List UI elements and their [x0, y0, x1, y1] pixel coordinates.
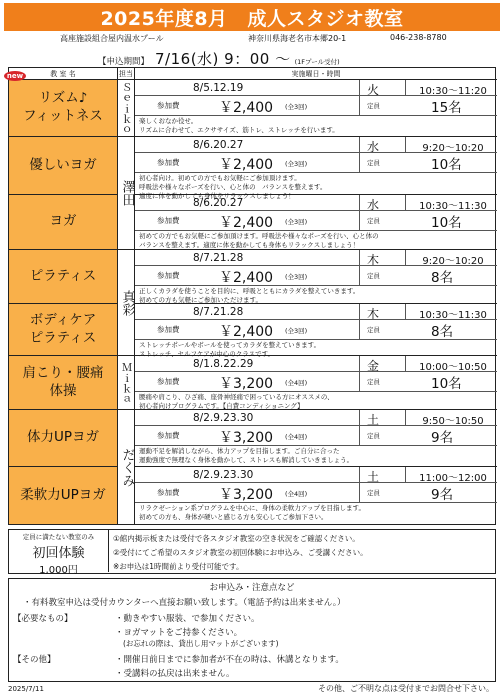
trial-step: ②受付にてご希望のスタジオ教室の初回体験にお申込み、ご受講ください。 [113, 548, 368, 557]
divider [405, 250, 406, 265]
footer-date: 2025/7/11 [8, 685, 44, 693]
class-time: 9:20～10:20 [422, 256, 484, 267]
session-count: (全3回) [285, 160, 308, 168]
divider [359, 425, 360, 445]
instructor-maaya [117, 250, 135, 356]
class-name-label: 優しいヨガ [29, 156, 97, 173]
divider [359, 137, 360, 152]
needs-item: ・動きやすい服装、で参加ください。 [115, 614, 260, 624]
class-row-gentle-yoga [135, 137, 497, 200]
class-dates: 8/6.20.27 [193, 197, 244, 209]
trial-title: 初回体験 [32, 546, 85, 561]
fee-amount: ￥3,200 [219, 430, 274, 446]
class-name-bodycare-pilates [9, 304, 117, 356]
class-row-shoulder-back [135, 356, 497, 410]
class-dates: 8/5.12.19 [193, 82, 244, 94]
new-badge: new [4, 71, 26, 81]
fee-amount: ￥2,400 [219, 157, 274, 173]
class-time: 10:00～10:50 [419, 362, 487, 373]
divider [405, 195, 406, 210]
class-description: リラクゼーション系プログラムを中心に、身体の柔軟力アップを目指します。 初めての方も、身体が硬いと感じる方も安心してご参加下さい。 [139, 504, 365, 521]
class-name-gentle-yoga [9, 137, 117, 195]
class-name-label: 柔軟力UPヨガ [20, 486, 106, 503]
class-day: 木 [367, 253, 380, 267]
class-day: 金 [367, 359, 380, 373]
class-schedule-table [8, 67, 496, 525]
divider [359, 410, 360, 425]
class-name-label: リズム♪ フィットネス [23, 90, 103, 124]
divider [359, 250, 360, 265]
fee-label: 参加費 [157, 377, 180, 386]
class-row-pilates [135, 250, 497, 304]
divider [135, 445, 497, 446]
instructor-label: Ｓｅｉｋｏ [120, 81, 133, 135]
divider [359, 195, 360, 210]
divider [359, 371, 360, 391]
class-name-label: 肩こり・腰痛 体操 [22, 364, 104, 399]
divider [135, 339, 497, 340]
venue-name: 高座施設組合屋内温水プール [60, 34, 164, 43]
capacity: 10名 [431, 215, 462, 231]
divider [135, 285, 497, 286]
class-description: ストレッチポールやボールを使ってカラダを整えていきます。 ストレッチ、セルフケアが中心のクラスです。 [139, 341, 321, 358]
instructor-seiko [117, 80, 135, 137]
capacity-label: 定員 [367, 378, 380, 386]
instructor-mika [117, 356, 135, 410]
capacity-label: 定員 [367, 489, 380, 497]
fee-label: 参加費 [157, 325, 180, 334]
fee-amount: ￥2,400 [219, 100, 274, 116]
class-dates: 8/6.20.27 [193, 139, 244, 151]
divider [405, 356, 406, 371]
application-note: (1Fプール受付) [294, 58, 340, 66]
divider [405, 467, 406, 482]
class-time: 11:00～12:00 [419, 473, 487, 484]
class-day: 水 [367, 198, 380, 212]
class-time: 9:20～10:20 [422, 143, 484, 154]
divider [359, 482, 360, 502]
trial-label-box [9, 530, 109, 576]
capacity: 10名 [431, 157, 462, 173]
venue-info [4, 32, 500, 44]
class-description: 腰痛や肩こり、ひざ痛、座骨神経痛で困っている方にオススメの、 初心者向けプログラムです。【自費コンディショニング】 [139, 393, 334, 410]
class-name-strength-yoga [9, 410, 117, 467]
divider [135, 172, 497, 173]
application-label: 【申込期間】 [98, 57, 150, 67]
needs-label: 【必要なもの】 [13, 614, 73, 624]
class-name-label: 体力UPヨガ [26, 429, 100, 446]
class-time: 10:30～11:30 [419, 310, 487, 321]
divider [135, 115, 497, 116]
session-count: (全4回) [285, 490, 308, 498]
divider [359, 304, 360, 319]
header-schedule: 実施曜日・時間 [135, 68, 497, 80]
fee-label: 参加費 [157, 158, 180, 167]
fee-label: 参加費 [157, 431, 180, 440]
fee-amount: ￥2,400 [219, 270, 274, 286]
header-instructor: 担当 [119, 70, 133, 78]
class-day: 土 [367, 470, 380, 484]
class-day: 土 [367, 413, 380, 427]
capacity: 15名 [431, 100, 462, 116]
session-count: (全4回) [285, 379, 308, 387]
divider [135, 502, 497, 503]
class-row-strength-yoga [135, 410, 497, 467]
class-name-shoulder-back [9, 356, 117, 410]
fee-label: 参加費 [157, 271, 180, 280]
instructor-sawada [117, 137, 135, 250]
capacity-label: 定員 [367, 432, 380, 440]
class-time: 9:50～10:50 [422, 416, 484, 427]
instructor-dakumi [117, 410, 135, 524]
class-row-yoga [135, 195, 497, 250]
trial-step: ※お申込は1時間前より受付可能です。 [113, 562, 244, 571]
other-item: ・開催日前日までに参加者が不在の時は、休講となります。 [115, 655, 344, 665]
divider [359, 80, 360, 95]
trial-instructions [113, 532, 368, 574]
session-count: (全3回) [285, 327, 308, 335]
application-value: 7/16(水) 9：00 ～ [155, 50, 291, 68]
venue-address: 神奈川県海老名市本郷20-1 [248, 34, 347, 43]
class-name-label: ヨガ [49, 213, 77, 230]
footer-note: その他、ご不明な点は受付までお問合せ下さい。 [318, 684, 494, 693]
class-description: 楽しくおなか役せ。 リズムに合わせて、エクササイズ、筋トレ、ストレッチを行います。 [139, 117, 339, 134]
needs-sub: (お忘れの際は、貸出し用マットがございます) [123, 639, 279, 648]
capacity-label: 定員 [367, 326, 380, 334]
divider [135, 230, 497, 231]
capacity-label: 定員 [367, 159, 380, 167]
class-description: 初めての方でもお気軽にご参加頂けます。呼吸法や様々なポーズを行い、心と体の バランスを整えます。適度に体を動かしても身体もリラックスしましょう！ [139, 232, 379, 249]
divider [405, 137, 406, 152]
capacity: 8名 [431, 324, 454, 340]
class-description: 運動不足を解消しながら、体力アップを目指します。ご自分に合った 運動強度で無理なく身体を動かして、ストレスも解消していきましょう。 [139, 447, 354, 464]
divider [405, 80, 406, 95]
capacity: 9名 [431, 430, 454, 446]
class-row-rhythm [135, 80, 497, 137]
divider [359, 319, 360, 339]
fee-label: 参加費 [157, 488, 180, 497]
capacity: 9名 [431, 487, 454, 503]
application-period [98, 48, 340, 66]
title-year: 2025年度8月 [100, 7, 228, 30]
class-description: 正しくカラダを使うことを目的に、呼吸とともにカラダを整えていきます。 初めての方も気軽にご参加いただけます。 [139, 287, 360, 304]
session-count: (全3回) [285, 218, 308, 226]
class-row-flexibility-yoga [135, 467, 497, 524]
class-dates: 8/7.21.28 [193, 306, 244, 318]
capacity-label: 定員 [367, 217, 380, 225]
fee-label: 参加費 [157, 101, 180, 110]
class-description: 初心者向け。初めての方でもお気軽にご参加頂けます。 呼吸法や様々なポーズを行い、心と体の バランスを整えます。 適度に体を動かしても身体をリラックスしましょう！ [139, 174, 327, 200]
capacity: 8名 [431, 270, 454, 286]
class-time: 10:30～11:30 [419, 201, 487, 212]
fee-label: 参加費 [157, 216, 180, 225]
notice-title: お申込み・注意点など [209, 583, 295, 593]
instructor-label: Ｍｉｋａ [120, 361, 133, 404]
class-name-label: ピラティス [29, 267, 97, 284]
class-time: 10:30～11:20 [419, 86, 487, 97]
class-name-flexibility-yoga [9, 467, 117, 524]
session-count: (全4回) [285, 433, 308, 441]
divider [359, 210, 360, 230]
divider [359, 467, 360, 482]
class-name-rhythm [9, 80, 117, 137]
other-label: 【その他】 [13, 655, 56, 665]
instructor-label: 澤田 [119, 180, 135, 206]
capacity: 10名 [431, 376, 462, 392]
class-day: 火 [367, 83, 380, 97]
class-dates: 8/2.9.23.30 [193, 469, 254, 481]
title-banner [4, 3, 500, 31]
instructor-label: 真彩 [119, 289, 135, 316]
notice-line: ・有料教室申込は受付カウンターへ直接お願い致します。（電話予約は出来ません。） [23, 598, 346, 608]
divider [359, 152, 360, 172]
fee-amount: ￥3,200 [219, 487, 274, 503]
class-row-bodycare-pilates [135, 304, 497, 356]
divider [405, 304, 406, 319]
fee-amount: ￥2,400 [219, 215, 274, 231]
class-dates: 8/1.8.22.29 [193, 358, 254, 370]
class-dates: 8/7.21.28 [193, 252, 244, 264]
other-item: ・受講料の払戻は出来ません。 [115, 669, 235, 679]
capacity-label: 定員 [367, 102, 380, 110]
divider [359, 265, 360, 285]
capacity-label: 定員 [367, 272, 380, 280]
class-day: 木 [367, 307, 380, 321]
session-count: (全3回) [285, 103, 308, 111]
trial-price: 1,000円 [39, 565, 78, 576]
fee-amount: ￥3,200 [219, 376, 274, 392]
trial-section [8, 529, 496, 574]
class-name-label: ボディケア ピラティス [29, 311, 97, 346]
notice-section [8, 578, 496, 682]
header-class-name: 教 室 名 [9, 68, 117, 80]
class-day: 水 [367, 140, 380, 154]
divider [359, 95, 360, 115]
trial-step: ①館内掲示板または受付で各スタジオ教室の空き状況をご確認ください。 [113, 534, 360, 543]
title-main: 成人スタジオ教室 [247, 7, 404, 30]
needs-item: ・ヨガマットをご持参ください。 [115, 628, 243, 638]
class-dates: 8/2.9.23.30 [193, 412, 254, 424]
trial-note: 定員に満たない教室のみ [22, 533, 95, 541]
divider [405, 410, 406, 425]
instructor-label: だくみ [119, 447, 135, 487]
divider [359, 356, 360, 371]
venue-phone: 046-238-8780 [390, 33, 447, 42]
divider [135, 391, 497, 392]
class-name-yoga [9, 195, 117, 250]
fee-amount: ￥2,400 [219, 324, 274, 340]
class-name-pilates [9, 250, 117, 304]
session-count: (全3回) [285, 273, 308, 281]
